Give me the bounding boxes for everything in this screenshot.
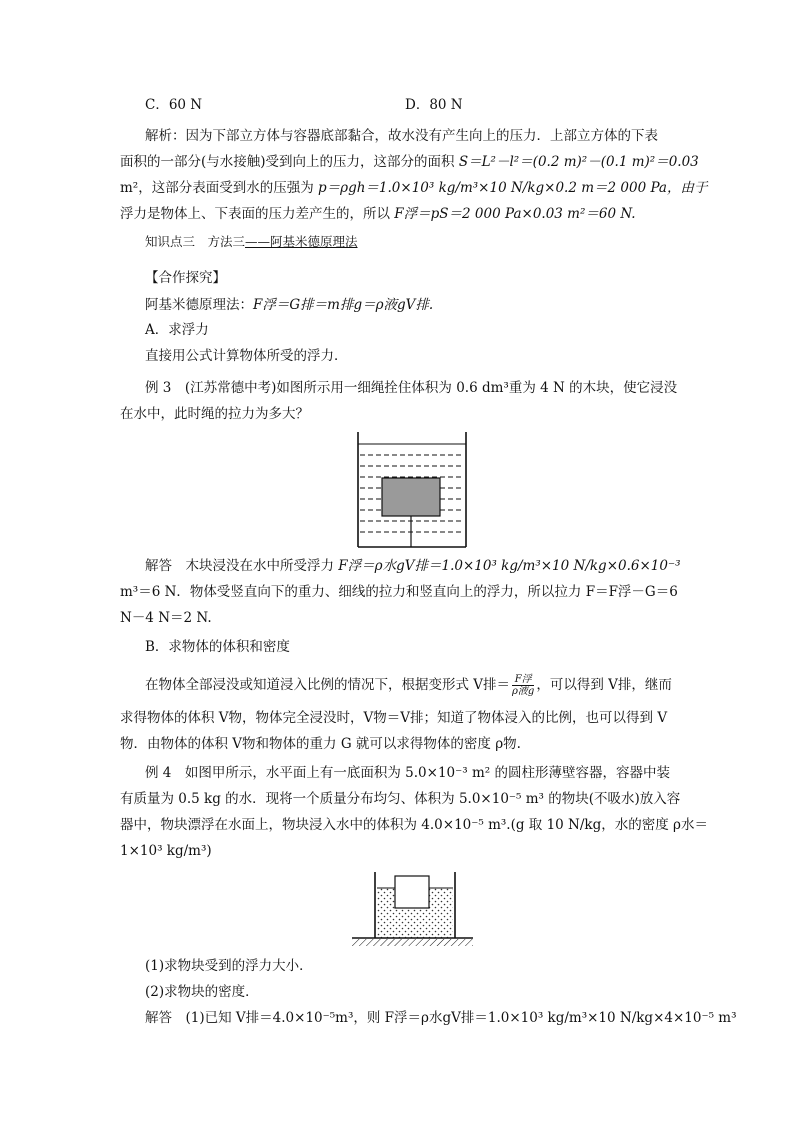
answer3-line-2: m³＝6 N．物体受竖直向下的重力、细线的拉力和竖直向上的浮力，所以拉力 F＝F浮－G＝6 — [120, 584, 678, 600]
example4-line-1: 例 4 如图甲所示，水平面上有一底面积为 5.0×10⁻³ m² 的圆柱形薄壁容器，容器中装 — [145, 765, 670, 781]
answer4-line-1: 解答 (1)已知 V排＝4.0×10⁻⁵m³，则 F浮＝ρ水gV排＝1.0×10³ kg/m³×10 N/kg×4×10⁻⁵ m³ — [145, 1010, 737, 1026]
example4-line-4: 1×10³ kg/m³) — [120, 843, 212, 859]
option-d: D．80 N — [405, 97, 463, 113]
answer3-line-3: N－4 N＝2 N. — [120, 610, 212, 626]
section-b-title: B．求物体的体积和密度 — [145, 639, 290, 655]
analysis-line-3: m²，这部分表面受到水的压强为 p＝ρgh＝1.0×10³ kg/m³×10 N/kg×0.2 m＝2 000 Pa，由于 — [120, 180, 708, 196]
knowledge-heading: 知识点三 方法三——阿基米德原理法 — [145, 234, 358, 249]
analysis-line-2: 面积的一部分(与水接触)受到向上的压力，这部分的面积 S＝L²－l²＝(0.2 m)²－(0.1 m)²＝0.03 — [120, 154, 699, 170]
answer3-line-1: 解答 木块浸没在水中所受浮力 F浮＝ρ水gV排＝1.0×10³ kg/m³×10 N/kg×0.6×10⁻³ — [145, 558, 681, 574]
analysis-line-1: 解析：因为下部立方体与容器底部黏合，故水没有产生向上的压力．上部立方体的下表 — [145, 128, 658, 144]
section-a-title: A．求浮力 — [145, 322, 209, 338]
archimedes-method: 阿基米德原理法：F浮＝G排＝m排g＝ρ液gV排. — [145, 297, 434, 313]
example4-question-2: (2)求物块的密度． — [145, 984, 259, 1000]
section-b-line-2: 求得物体的体积 V物，物体完全浸没时，V物＝V排；知道了物体浸入的比例，也可以得到 V — [120, 710, 668, 726]
option-c: C．60 N — [145, 97, 203, 113]
example4-line-3: 器中，物块漂浮在水面上，物块浸入水中的体积为 4.0×10⁻⁵ m³.(g 取 10 N/kg，水的密度 ρ水＝ — [120, 817, 708, 833]
cooperation-heading: 【合作探究】 — [145, 270, 226, 286]
example4-line-2: 有质量为 0.5 kg 的水．现将一个质量分布均匀、体积为 5.0×10⁻⁵ m³ 的物块(不吸水)放入容 — [120, 791, 681, 807]
example3-line-2: 在水中，此时绳的拉力为多大？ — [120, 406, 309, 422]
section-b-line-3: 物．由物体的体积 V物和物体的重力 G 就可以求得物体的密度 ρ物. — [120, 736, 521, 752]
example3-line-1: 例 3 (江苏常德中考)如图所示用一细绳拴住体积为 0.6 dm³重为 4 N 的木块，使它浸没 — [145, 380, 678, 396]
section-b-line-1: 在物体全部浸没或知道浸入比例的情况下，根据变形式 V排＝ $\frac{\text{F浮}}{\text{ρ液g}}$ ，可以得到 V排，继而 — [145, 674, 672, 697]
figure-block-in-water — [352, 430, 472, 550]
section-a-text: 直接用公式计算物体所受的浮力． — [145, 348, 348, 364]
example4-question-1: (1)求物块受到的浮力大小． — [145, 958, 313, 974]
figure-floating-block — [350, 870, 475, 948]
buoyancy-fraction: $\frac{\text{F浮}}{\text{ρ液g}}$ — [512, 674, 535, 697]
analysis-line-4: 浮力是物体上、下表面的压力差产生的，所以 F浮＝pS＝2 000 Pa×0.03 m²＝60 N. — [120, 206, 636, 222]
